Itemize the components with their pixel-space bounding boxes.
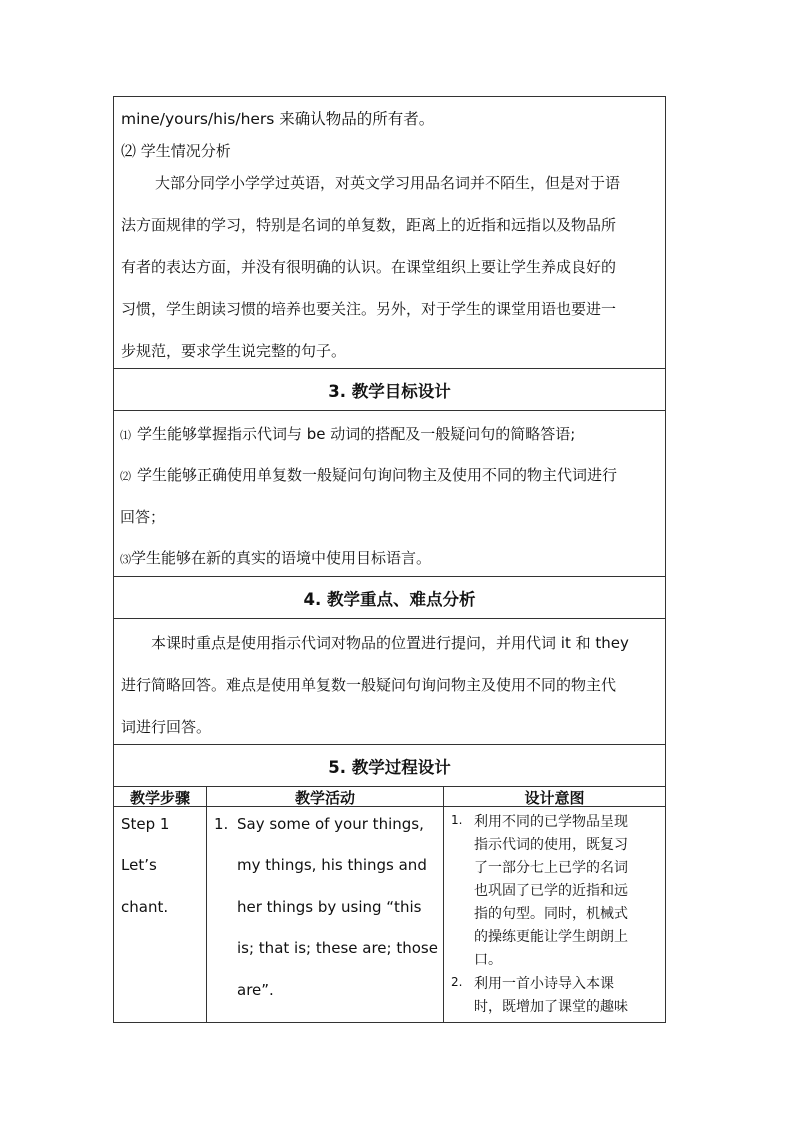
intent-1-line: 也巩固了已学的近指和远 [474, 883, 628, 899]
intent-1-line: 指的句型。同时，机械式 [474, 906, 628, 922]
goal-2 [120, 464, 659, 485]
activity-line-1: Say some of your things, [237, 815, 424, 833]
process-table-row [114, 807, 665, 1022]
process-table-header [114, 787, 665, 807]
lesson-plan-table [113, 96, 666, 1023]
focus-line-1: 本课时重点是使用指示代词对物品的位置进行提问，并用代词 it 和 they [151, 634, 629, 652]
step-label: Step 1 [121, 815, 170, 833]
intent-1-line: 的操练更能让学生朗朗上 [474, 929, 628, 945]
goal-1-text: 学生能够掌握指示代词与 be 动词的搭配及一般疑问句的简略答语; [137, 425, 576, 443]
activity-line-3: her things by using “this [237, 898, 422, 916]
column-divider [443, 807, 444, 1022]
para-line-4: 习惯，学生朗读习惯的培养也要关注。另外，对于学生的课堂用语也要进一 [121, 300, 617, 318]
goal-3 [120, 547, 659, 568]
student-situation-section [114, 97, 665, 369]
intent-2-number: 2. [451, 975, 463, 989]
header-steps: 教学步骤 [129, 788, 190, 807]
goal-2-text: 学生能够正确使用单复数一般疑问句询问物主及使用不同的物主代词进行 [137, 466, 618, 484]
para-line-1: 大部分同学小学学过英语，对英文学习用品名词并不陌生，但是对于语 [155, 174, 621, 192]
goal-1 [120, 423, 659, 444]
activity-number: 1. [214, 815, 229, 833]
intent-2-line: 时，既增加了课堂的趣味 [474, 999, 628, 1015]
para-line-2: 法方面规律的学习，特别是名词的单复数，距离上的近指和远指以及物品所 [121, 216, 617, 234]
intent-1-number: 1. [451, 813, 463, 827]
column-divider [206, 807, 207, 1022]
section-4-heading: 4. 教学重点、难点分析 [114, 577, 665, 619]
focus-line-3: 词进行回答。 [121, 718, 212, 736]
intent-1-line: 指示代词的使用，既复习 [474, 837, 628, 853]
activity-line-2: my things, his things and [237, 856, 427, 874]
ownership-line: mine/yours/his/hers 来确认物品的所有者。 [121, 110, 435, 128]
intent-1-line: 利用不同的已学物品呈现 [474, 814, 628, 830]
header-activities: 教学活动 [294, 788, 355, 807]
goal-3-text: 学生能够在新的真实的语境中使用目标语言。 [131, 549, 432, 567]
step-name-cont: chant. [121, 898, 169, 916]
step-name: Let’s [121, 856, 157, 874]
goal-3-num: ⑶ [120, 553, 131, 566]
focus-line-2: 进行简略回答。难点是使用单复数一般疑问句询问物主及使用不同的物主代 [121, 676, 617, 694]
goal-2-continued: 回答； [120, 508, 166, 526]
goal-2-num: ⑵ [120, 470, 131, 483]
teaching-goals-section [114, 411, 665, 577]
section-5-heading: 5. 教学过程设计 [114, 745, 665, 787]
para-line-3: 有者的表达方面，并没有很明确的认识。在课堂组织上要让学生养成良好的 [121, 258, 617, 276]
header-intent: 设计意图 [524, 788, 585, 807]
goal-1-num: ⑴ [120, 429, 131, 442]
student-situation-heading: ⑵ 学生情况分析 [121, 142, 231, 160]
para-line-5: 步规范，要求学生说完整的句子。 [121, 342, 347, 360]
activity-line-4: is; that is; these are; those [237, 939, 438, 957]
activity-line-5: are”. [237, 981, 274, 999]
intent-1-line: 了一部分七上已学的名词 [474, 860, 628, 876]
intent-1-line: 口。 [474, 952, 502, 968]
intent-2-line: 利用一首小诗导入本课 [474, 976, 614, 992]
key-points-section [114, 619, 665, 745]
section-3-heading: 3. 教学目标设计 [114, 369, 665, 411]
